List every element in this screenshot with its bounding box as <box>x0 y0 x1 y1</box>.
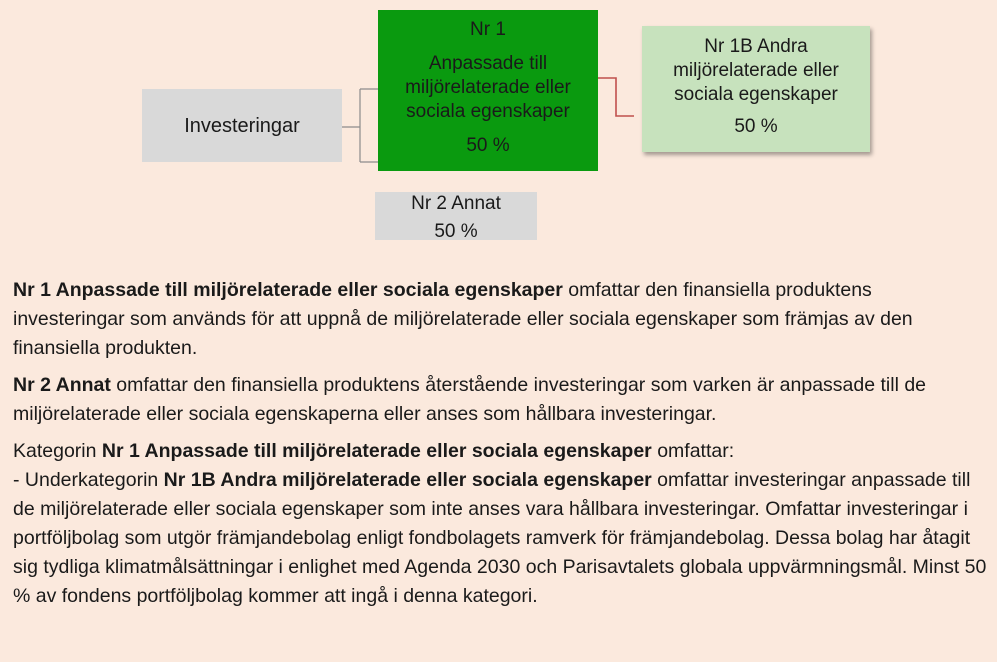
nr1b-label: Nr 1B Andra miljörelaterade eller sociala egenskaper <box>673 36 839 105</box>
nr2-box <box>375 192 537 240</box>
investeringar-label: Investeringar <box>184 114 300 137</box>
investment-allocation-diagram <box>0 0 997 250</box>
nr1b-percent: 50 % <box>734 116 778 137</box>
nr1-title: Nr 1 <box>470 19 506 40</box>
paragraph-category <box>13 437 988 611</box>
nr2-label: Nr 2 Annat <box>411 193 501 214</box>
paragraph-subcategory-bold: Nr 1B Andra miljörelaterade eller sociala egenskaper <box>163 469 652 491</box>
paragraph-nr2 <box>13 371 988 429</box>
paragraph-nr1-text: omfattar den finansiella produktens investeringar som används för att uppnå de miljörelaterade eller sociala egenskaper som främjas av den finansiella produkten. <box>13 279 913 359</box>
connector-nr1-to-nr1b <box>598 78 634 116</box>
paragraph-subcategory-text: omfattar investeringar anpassade till de miljörelaterade eller sociala egenskaper som inte anses vara hållbara investeringar. Omfattar investeringar i portföljbolag som utgör främjandebolag enligt fondbolagets ramverk för främjandebolag. Dessa bolag har åtagit sig tydliga klimatmålsättningar i enlighet med Agenda 2030 och Parisavtalets globala uppvärmningsmål. Minst 50 % av fondens portföljbolag kommer att ingå i denna kategori. <box>13 469 987 607</box>
nr1-box <box>378 10 598 171</box>
nr1b-box <box>642 26 870 152</box>
description-text <box>13 276 988 611</box>
paragraph-category-bold: Nr 1 Anpassade till miljörelaterade eller sociala egenskaper <box>101 440 652 462</box>
paragraph-subcategory-prefix: - Underkategorin <box>13 469 164 491</box>
nr2-percent: 50 % <box>434 221 478 242</box>
paragraph-nr2-bold: Nr 2 Annat <box>13 374 111 396</box>
nr1-label: Anpassade till miljörelaterade eller sociala egenskaper <box>405 53 571 122</box>
connector-investeringar-branches <box>342 89 378 162</box>
paragraph-category-prefix: Kategorin <box>13 440 102 462</box>
paragraph-nr2-text: omfattar den finansiella produktens återstående investeringar som varken är anpassade till de miljörelaterade eller sociala egenskaperna eller anses som hållbara investeringar. <box>13 374 927 425</box>
paragraph-nr1-bold: Nr 1 Anpassade till miljörelaterade eller sociala egenskaper <box>13 279 563 301</box>
nr1-percent: 50 % <box>466 135 510 156</box>
investeringar-box <box>142 89 342 162</box>
paragraph-category-suffix: omfattar: <box>651 440 735 462</box>
paragraph-nr1 <box>13 276 988 363</box>
